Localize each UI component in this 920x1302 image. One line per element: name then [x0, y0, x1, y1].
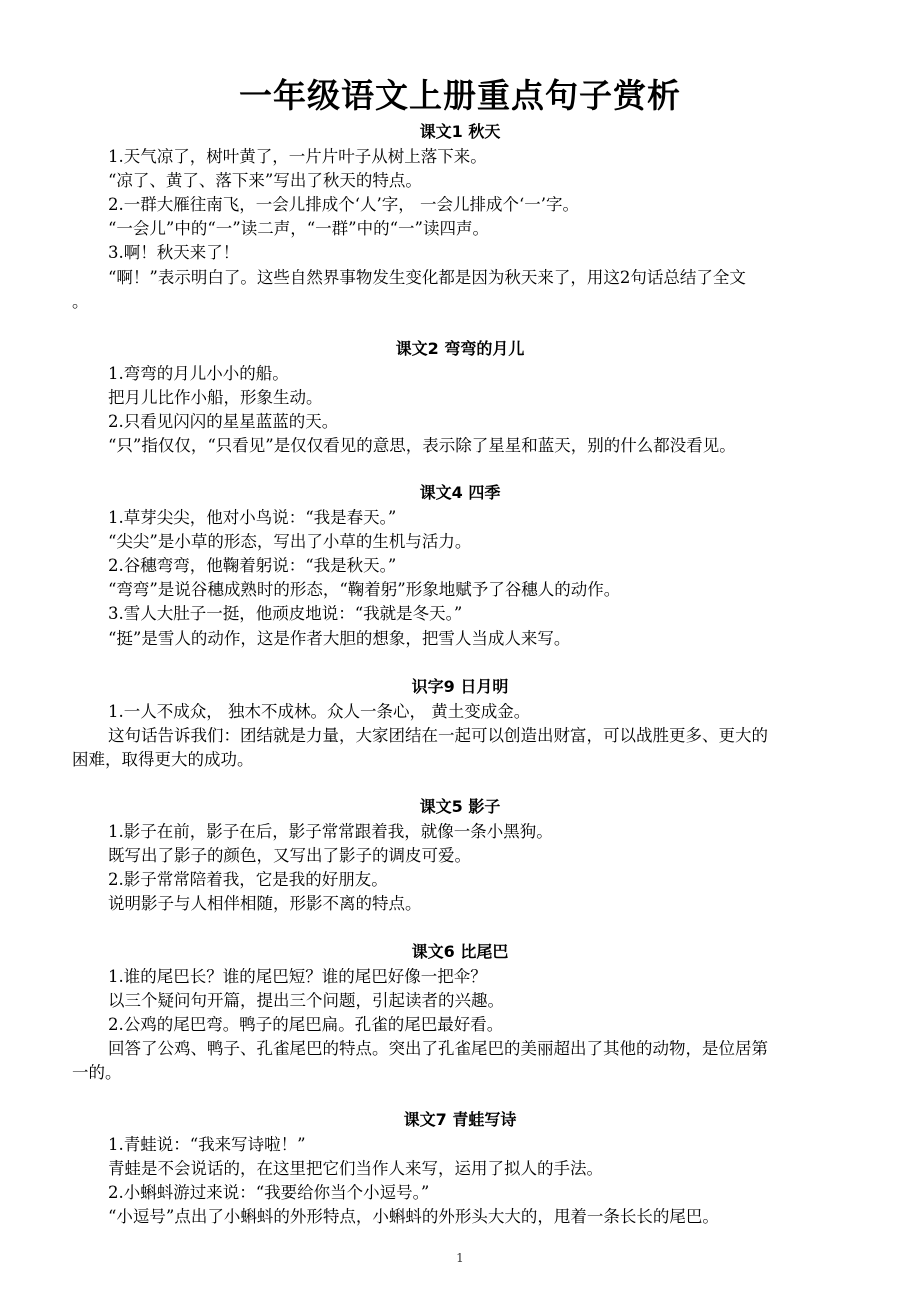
sentence-line: 2.小蝌蚪游过来说：“我要给你当个小逗号。” [108, 1183, 430, 1202]
section-heading: 课文2 弯弯的月儿 [395, 339, 525, 358]
analysis-line: 青蛙是不会说话的，在这里把它们当作人来写，运用了拟人的手法。 [108, 1159, 603, 1178]
analysis-line: “挺”是雪人的动作，这是作者大胆的想象，把雪人当成人来写。 [108, 629, 571, 648]
analysis-line: “凉了、黄了、落下来”写出了秋天的特点。 [108, 171, 422, 190]
analysis-line-continued: 一的。 [72, 1063, 122, 1082]
sentence-line: 2.影子常常陪着我，它是我的好朋友。 [108, 870, 388, 889]
sentence-line: 2.只看见闪闪的星星蓝蓝的天。 [108, 412, 339, 431]
analysis-line: 既写出了影子的颜色，又写出了影子的调皮可爱。 [108, 846, 471, 865]
sentence-line: 1.影子在前，影子在后，影子常常跟着我，就像一条小黑狗。 [108, 822, 553, 841]
analysis-line: “一会儿”中的“一”读二声，“一群”中的“一”读四声。 [108, 219, 489, 238]
analysis-line: 以三个疑问句开篇，提出三个问题，引起读者的兴趣。 [108, 991, 504, 1010]
page-number: 1 [456, 1251, 464, 1265]
page-title: 一年级语文上册重点句子赏析 [239, 76, 681, 115]
sentence-line: 2.一群大雁往南飞，一会儿排成个‘人’字， 一会儿排成个‘一’字。 [108, 195, 579, 214]
analysis-line: “只”指仅仅，“只看见”是仅仅看见的意思，表示除了星星和蓝天，别的什么都没看见。 [108, 436, 736, 455]
section-heading: 识字9 日月明 [411, 677, 509, 696]
sentence-line: 1.弯弯的月儿小小的船。 [108, 364, 289, 383]
section-heading: 课文1 秋天 [419, 122, 501, 141]
sentence-line: 1.谁的尾巴长？谁的尾巴短？谁的尾巴好像一把伞？ [108, 967, 487, 986]
analysis-line-continued: 。 [72, 292, 89, 311]
sentence-line: 1.草芽尖尖，他对小鸟说：“我是春天。” [108, 508, 397, 527]
section-heading: 课文7 青蛙写诗 [403, 1110, 517, 1129]
sentence-line: 1.一人不成众， 独木不成林。众人一条心， 黄土变成金。 [108, 702, 531, 721]
section-heading: 课文6 比尾巴 [411, 942, 509, 961]
sentence-line: 3.雪人大肚子一挺，他顽皮地说：“我就是冬天。” [108, 604, 463, 623]
analysis-line: “小逗号”点出了小蝌蚪的外形特点，小蝌蚪的外形头大大的，甩着一条长长的尾巴。 [108, 1207, 719, 1226]
sentence-line: 2.公鸡的尾巴弯。鸭子的尾巴扁。孔雀的尾巴最好看。 [108, 1015, 504, 1034]
analysis-line: 把月儿比作小船，形象生动。 [108, 388, 323, 407]
analysis-line: “啊！”表示明白了。这些自然界事物发生变化都是因为秋天来了，用这2句话总结了全文 [108, 268, 746, 287]
sentence-line: 3.啊！秋天来了！ [108, 243, 240, 262]
sentence-line: 2.谷穗弯弯，他鞠着躬说：“我是秋天。” [108, 556, 397, 575]
section-heading: 课文5 影子 [419, 797, 501, 816]
sentence-line: 1.天气凉了，树叶黄了，一片片叶子从树上落下来。 [108, 147, 487, 166]
section-heading: 课文4 四季 [419, 483, 501, 502]
analysis-line: 说明影子与人相伴相随，形影不离的特点。 [108, 894, 422, 913]
analysis-line-continued: 困难，取得更大的成功。 [72, 750, 254, 769]
sentence-line: 1.青蛙说：“我来写诗啦！” [108, 1135, 306, 1154]
analysis-line: “弯弯”是说谷穗成熟时的形态，“鞠着躬”形象地赋予了谷穗人的动作。 [108, 580, 621, 599]
analysis-line: 回答了公鸡、鸭子、孔雀尾巴的特点。突出了孔雀尾巴的美丽超出了其他的动物，是位居第 [108, 1039, 768, 1058]
analysis-line: 这句话告诉我们：团结就是力量，大家团结在一起可以创造出财富，可以战胜更多、更大的 [108, 726, 768, 745]
analysis-line: “尖尖”是小草的形态，写出了小草的生机与活力。 [108, 532, 472, 551]
